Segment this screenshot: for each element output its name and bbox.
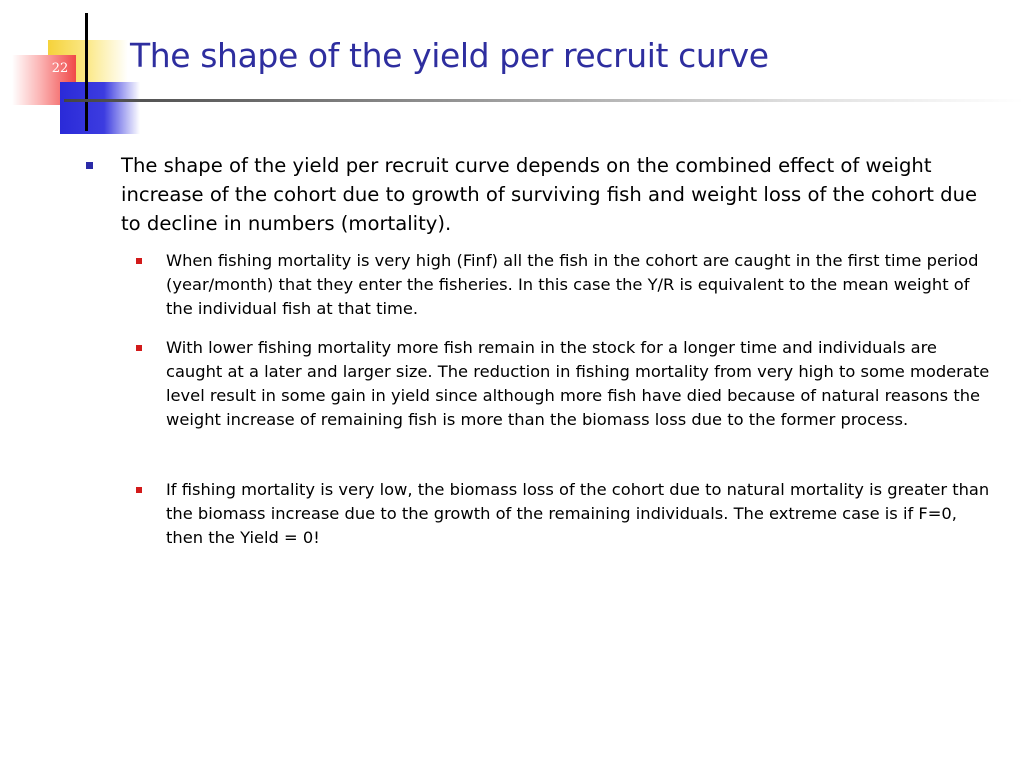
square-bullet-icon [86,162,93,169]
sub-bullet-high-mortality [166,249,992,321]
slide-number: 22 [51,61,69,76]
decor-blue-square [60,82,140,134]
title-underline [64,99,1024,102]
square-bullet-icon [136,258,142,264]
bullet-text: The shape of the yield per recruit curve depends on the combined effect of weight increase of the cohort due to growth of surviving fish and weight loss of the cohort due to decline in numbers (mortality). [121,154,978,235]
bullet-text: With lower fishing mortality more fish remain in the stock for a longer time and individuals are caught at a later and larger size. The reduction in fishing mortality from very high to some moderate level result in some gain in yield since although more fish have died because of natural reasons the weight increase of remaining fish is more than the biomass loss due to the former process. [166,338,990,429]
slide-title: The shape of the yield per recruit curve [130,36,769,75]
bullet-text: When fishing mortality is very high (Finf) all the fish in the cohort are caught in the first time period (year/month) that they enter the fisheries. In this case the Y/R is equivalent to the mean weight of the individual fish at that time. [166,251,979,318]
decor-vertical-line [85,13,88,131]
sub-bullet-lower-mortality [166,336,992,432]
bullet-main [121,151,991,238]
square-bullet-icon [136,487,142,493]
bullet-text: If fishing mortality is very low, the biomass loss of the cohort due to natural mortality is greater than the biomass increase due to the growth of the remaining individuals. The extreme case is if F=0, then the Yield = 0! [166,480,990,547]
square-bullet-icon [136,345,142,351]
sub-bullet-low-mortality [166,478,992,550]
